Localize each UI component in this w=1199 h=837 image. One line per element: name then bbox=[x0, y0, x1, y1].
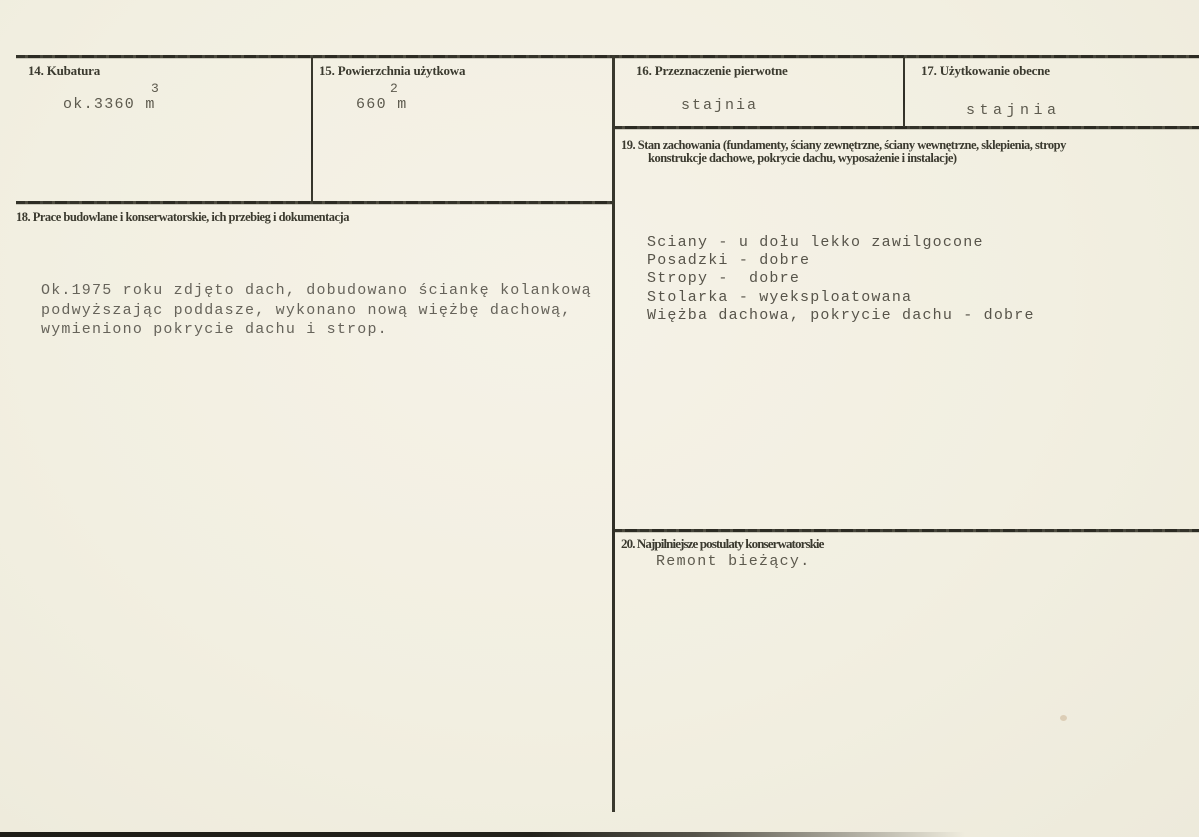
rule-above-field-20 bbox=[613, 529, 1199, 532]
rule-top bbox=[16, 55, 1199, 58]
divider-field-16-17 bbox=[903, 57, 905, 127]
field-18-text bbox=[41, 281, 592, 340]
field-19-text-line: Stolarka - wyeksploatowana bbox=[647, 288, 913, 306]
divider-vertical-center bbox=[612, 55, 615, 812]
field-19-text-line: Sciany - u dołu lekko zawilgocone bbox=[647, 234, 984, 251]
field-15-value: 660 m bbox=[356, 96, 408, 113]
field-19-text-line: Więżba dachowa, pokrycie dachu - dobre bbox=[647, 306, 1035, 324]
field-14-value: ok.3360 m bbox=[63, 96, 156, 113]
field-19-text-line: Stropy - dobre bbox=[647, 270, 801, 288]
field-18-text-line: wymieniono pokrycie dachu i strop. bbox=[41, 321, 388, 338]
field-19-label-line2: konstrukcje dachowe, pokrycie dachu, wyposażenie i instalacje) bbox=[648, 151, 957, 165]
field-20-value: Remont bieżący. bbox=[656, 553, 811, 570]
field-18-text-line: podwyższając poddasze, wykonano nową więżbę dachową, bbox=[41, 301, 572, 319]
field-16-value: stajnia bbox=[681, 97, 759, 114]
rule-left-row-bottom bbox=[16, 201, 613, 204]
field-20-label: 20. Najpilniejsze postulaty konserwatorskie bbox=[621, 536, 824, 551]
field-17-value: stajnia bbox=[966, 102, 1061, 119]
field-19-text-line: Posadzki - dobre bbox=[647, 252, 811, 270]
field-15-label: 15. Powierzchnia użytkowa bbox=[319, 63, 466, 78]
paper-stain-speck bbox=[1060, 715, 1067, 721]
field-14-label: 14. Kubatura bbox=[28, 63, 101, 78]
scan-bottom-edge-shadow bbox=[0, 832, 965, 837]
field-15-superscript: 2 bbox=[390, 81, 398, 96]
divider-field-14-15 bbox=[311, 57, 313, 202]
field-14-superscript: 3 bbox=[151, 81, 159, 96]
rule-right-row-bottom bbox=[613, 126, 1199, 129]
field-17-label: 17. Użytkowanie obecne bbox=[921, 63, 1050, 78]
field-18-text-line: Ok.1975 roku zdjęto dach, dobudowano ściankę kolankową bbox=[41, 282, 592, 299]
field-19-label-line1: 19. Stan zachowania (fundamenty, ściany zewnętrzne, ściany wewnętrzne, sklepienia, stropy bbox=[621, 138, 1066, 152]
field-18-label: 18. Prace budowlane i konserwatorskie, ich przebieg i dokumentacja bbox=[16, 210, 349, 224]
field-19-text bbox=[647, 234, 1035, 325]
field-16-label: 16. Przeznaczenie pierwotne bbox=[636, 63, 788, 78]
